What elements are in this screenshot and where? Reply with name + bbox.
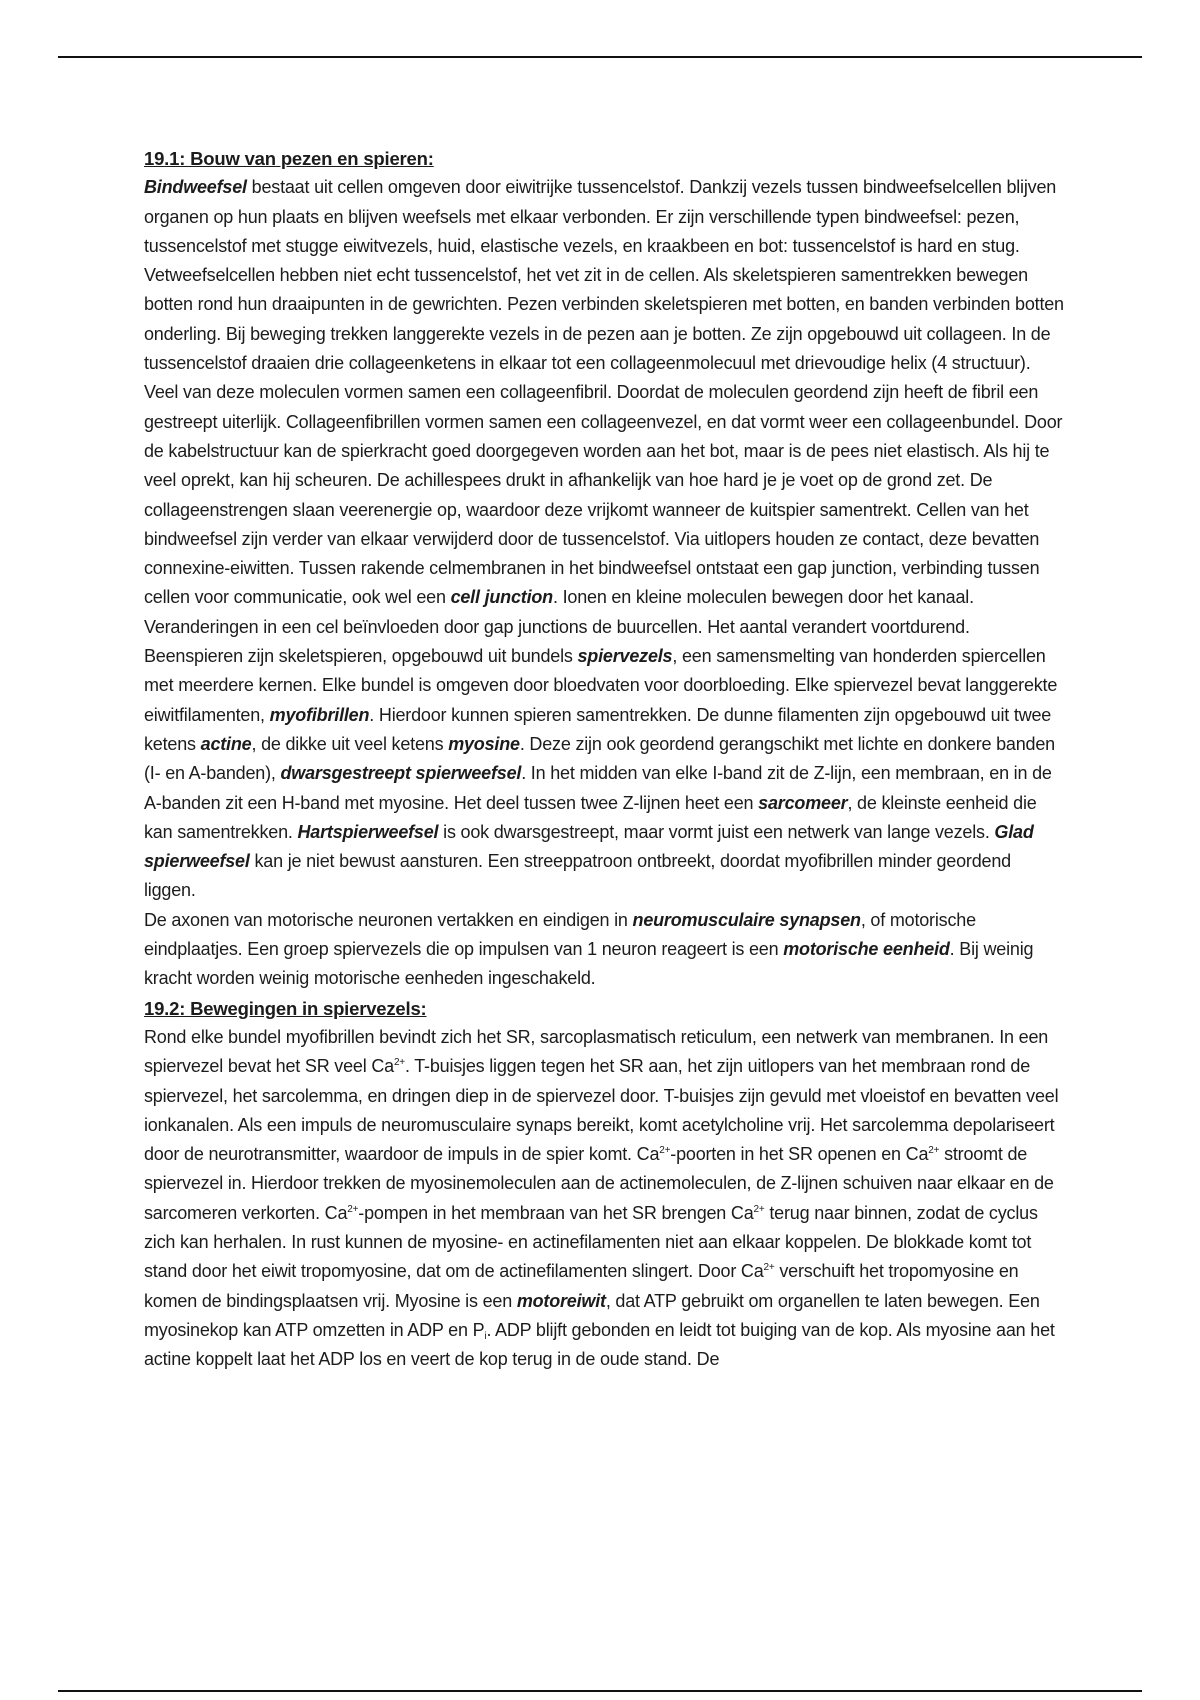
text-span: is ook dwarsgestreept, maar vormt juist een netwerk van lange vezels.: [438, 821, 995, 842]
text-span: De axonen van motorische neuronen vertakken en eindigen in: [144, 909, 633, 930]
superscript: 2+: [928, 1145, 940, 1157]
text-span: stroomt de spiervezel in. Hierdoor trekken de myosinemoleculen aan de actinemoleculen, de Z-lijnen schuiven naar elkaar en de sarcomeren verkorten. Ca: [144, 1144, 1054, 1223]
paragraph-bindweefsel: [144, 173, 1064, 642]
text-span: . Hierdoor kunnen spieren samentrekken. De dunne filamenten zijn opgebouwd uit twee ketens: [144, 704, 1052, 754]
term-myofibrillen: myofibrillen: [269, 704, 370, 725]
text-span: . Bij weinig kracht worden weinig motorische eenheden ingeschakeld.: [144, 939, 1034, 989]
term-motorische-eenheid: motorische eenheid: [783, 939, 950, 960]
text-span: , of motorische eindplaatjes. Een groep spiervezels die op impulsen van 1 neuron reageert is een: [144, 909, 976, 960]
text-span: , een samensmelting van honderden spiercellen met meerdere kernen. Elke bundel is omgeven door bloedvaten voor doorbloeding. Elke spiervezel bevat langgerekte eiwitfilamenten,: [144, 646, 1058, 725]
paragraph-motorische-neuronen: [144, 906, 1064, 994]
text-span: , de dikke uit veel ketens: [251, 733, 449, 754]
text-span: -pompen in het membraan van het SR brengen Ca: [358, 1202, 754, 1223]
text-span: . In het midden van elke I-band zit de Z-lijn, een membraan, en in de A-banden zit een H-band met myosine. Het deel tussen twee Z-lijnen heet een: [144, 763, 1052, 813]
term-hartspierweefsel: Hartspierweefsel: [297, 821, 439, 842]
text-span: -poorten in het SR openen en Ca: [670, 1144, 929, 1165]
text-span: terug naar binnen, zodat de cyclus zich kan herhalen. In rust kunnen de myosine- en actinefilamenten niet aan elkaar koppelen. De blokkade komt tot stand door het eiwit tropomyosine, dat om de actinefilamenten slingert. Door Ca: [144, 1202, 1038, 1282]
superscript: 2+: [659, 1145, 671, 1157]
term-dwarsgestreept-spierweefsel: dwarsgestreept spierweefsel: [280, 763, 522, 784]
text-span: . ADP blijft gebonden en leidt tot buiging van de kop. Als myosine aan het actine koppelt laat het ADP los en veert de kop terug in de oude stand. De: [144, 1319, 1055, 1370]
subscript: i: [484, 1330, 487, 1342]
text-span: Beenspieren zijn skeletspieren, opgebouwd uit bundels: [144, 646, 578, 667]
term-motoreiwit: motoreiwit: [516, 1290, 606, 1311]
text-span: . T-buisjes liggen tegen het SR aan, het zijn uitlopers van het membraan rond de spiervezel, het sarcolemma, en dringen diep in de spiervezel door. T-buisjes zijn gevuld met vloeistof en bevatten veel ionkanalen. Als een impuls de neuromusculaire synaps bereikt, komt acetylcholine vrij. Het sarcolemma depolariseert door de neurotransmitter, waardoor de impuls in de spier komt. Ca: [144, 1056, 1059, 1165]
superscript: 2+: [347, 1203, 359, 1215]
paragraph-beenspieren: [144, 642, 1064, 906]
footer-rule: [58, 1690, 1142, 1692]
term-cell-junction: cell junction: [450, 587, 553, 608]
header-rule: [58, 56, 1142, 58]
superscript: 2+: [753, 1203, 765, 1215]
term-sarcomeer: sarcomeer: [758, 792, 848, 813]
section-heading-19-1: 19.1: Bouw van pezen en spieren:: [144, 148, 434, 169]
term-myosine: myosine: [448, 733, 520, 754]
paragraph-sarcoplasmatisch-reticulum: [144, 1023, 1064, 1375]
text-span: bestaat uit cellen omgeven door eiwitrijke tussencelstof. Dankzij vezels tussen bindweefselcellen blijven organen op hun plaats en blijven weefsels met elkaar verbonden. Er zijn verschillende typen bindweefsel: pezen, tussencelstof met stugge eiwitvezels, huid, elastische vezels, en kraakbeen en bot: tussencelstof is hard en stug. Vetweefselcellen hebben niet echt tussencelstof, het vet zit in de cellen. Als skeletspieren samentrekken bewegen botten rond hun draaipunten in de gewrichten. Pezen verbinden skeletspieren met botten, en banden verbinden botten onderling. Bij beweging trekken langgerekte vezels in de pezen aan je botten. Ze zijn opgebouwd uit collageen. In de tussencelstof draaien drie collageenketens in elkaar tot een collageenmolecuul met drievoudige helix (4 structuur). Veel van deze moleculen vormen samen een collageenfibril. Doordat de moleculen geordend zijn heeft de fibril een gestreept uiterlijk. Collageenfibrillen vormen samen een collageenvezel, en dat vormt weer een collageenbundel. Door de kabelstructuur kan de spierkracht goed doorgegeven worden aan het bot, maar is de pees niet elastisch. Als hij te veel oprekt, kan hij scheuren. De achillespees drukt in afhankelijk van hoe hard je je voet op de grond zet. De collageenstrengen slaan veerenergie op, waardoor deze vrijkomt wanneer de kuitspier samentrekt. Cellen van het bindweefsel zijn verder van elkaar verwijderd door de tussencelstof. Via uitlopers houden ze contact, deze bevatten connexine-eiwitten. Tussen rakende celmembranen in het bindweefsel ontstaat een gap junction, verbinding tussen cellen voor communicatie, ook wel een: [144, 177, 1064, 608]
text-span: Rond elke bundel myofibrillen bevindt zich het SR, sarcoplasmatisch reticulum, een netwerk van membranen. In een spiervezel bevat het SR veel Ca: [144, 1026, 1049, 1077]
term-spiervezels: spiervezels: [577, 646, 673, 667]
superscript: 2+: [393, 1057, 405, 1069]
text-span: , dat ATP gebruikt om organellen te laten bewegen. Een myosinekop kan ATP omzetten in ADP en P: [144, 1290, 1040, 1340]
term-bindweefsel: Bindweefsel: [144, 177, 247, 198]
term-actine: actine: [200, 733, 252, 754]
section-heading-19-2: 19.2: Bewegingen in spiervezels:: [144, 997, 427, 1019]
document-body: [144, 144, 1064, 1374]
text-span: , de kleinste eenheid die kan samentrekken.: [144, 792, 1037, 842]
text-span: . Ionen en kleine moleculen bewegen door het kanaal. Veranderingen in een cel beïnvloeden door gap junctions de buurcellen. Het aantal verandert voortdurend.: [144, 587, 974, 637]
text-span: verschuift het tropomyosine en komen de bindingsplaatsen vrij. Myosine is een: [144, 1261, 1019, 1311]
term-glad-spierweefsel: Glad spierweefsel: [144, 821, 1034, 872]
text-span: . Deze zijn ook geordend gerangschikt met lichte en donkere banden (I- en A-banden),: [144, 733, 1055, 784]
text-span: kan je niet bewust aansturen. Een streeppatroon ontbreekt, doordat myofibrillen minder geordend liggen.: [144, 851, 1011, 901]
superscript: 2+: [763, 1262, 775, 1274]
term-neuromusculaire-synapsen: neuromusculaire synapsen: [632, 909, 861, 930]
